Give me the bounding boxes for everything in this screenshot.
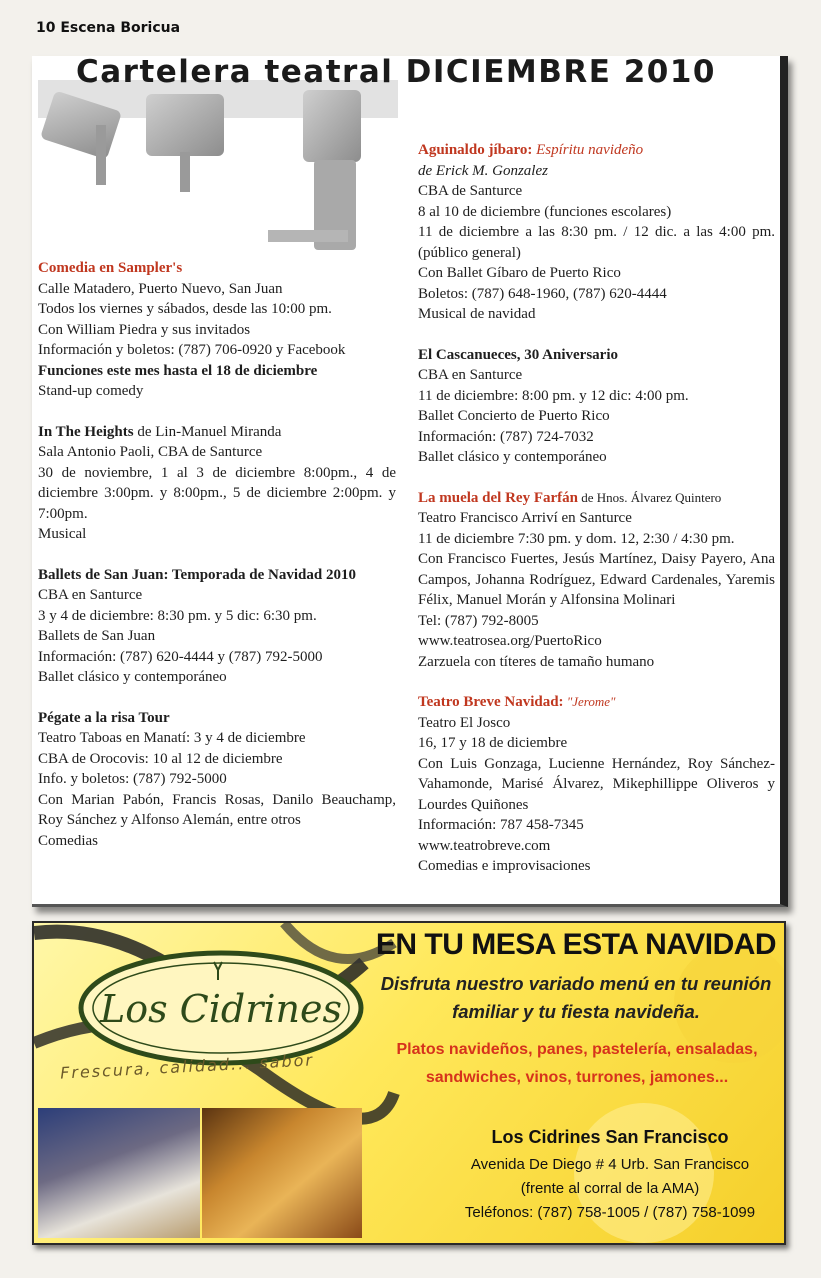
- event-genre: Musical: [38, 526, 87, 542]
- event-line: Con Marian Pabón, Francis Rosas, Danilo Beauchamp, Roy Sánchez y Alfonso Alemán, entre otros: [38, 791, 396, 828]
- event-genre: Ballet clásico y contemporáneo: [418, 449, 607, 465]
- right-column: [418, 140, 775, 897]
- event-line: 11 de diciembre a las 8:30 pm. / 12 dic. a las 4:00 pm. (público general): [418, 224, 775, 261]
- los-cidrines-logo: [76, 948, 366, 1068]
- event-genre: Comedias e improvisaciones: [418, 858, 591, 874]
- event-pegate-a-la-risa: [38, 708, 396, 852]
- ad-address-line: Avenida De Diego # 4 Urb. San Francisco: [470, 1156, 750, 1173]
- left-column: [38, 258, 396, 871]
- bread-photo: [202, 1108, 362, 1238]
- event-genre: Stand-up comedy: [38, 383, 144, 399]
- event-muela-rey-farfan: [418, 488, 775, 673]
- ad-store-name: Los Cidrines San Francisco: [491, 1127, 729, 1147]
- event-heading: [418, 692, 775, 713]
- event-ballets-san-juan: [38, 565, 396, 688]
- event-line: 11 de diciembre: 8:00 pm. y 12 dic: 4:00 pm.: [418, 387, 689, 404]
- event-title: Ballets de San Juan: Temporada de Navidad 2010: [38, 566, 356, 583]
- event-line: CBA en Santurce: [418, 367, 523, 383]
- ad-address: [420, 1153, 800, 1225]
- event-genre: Musical de navidad: [418, 306, 536, 322]
- ad-subheadline: [372, 970, 780, 1026]
- event-teatro-breve: [418, 692, 775, 877]
- event-line: Con Luis Gonzaga, Lucienne Hernández, Roy Sánchez-Vahamonde, Marisé Álvarez, Mikephillippe Oliveros y Lourdes Quiñones: [418, 755, 775, 813]
- event-title: Aguinaldo jíbaro:: [418, 142, 533, 158]
- event-line: www.teatrobreve.com: [418, 837, 551, 854]
- page-title: Cartelera teatral DICIEMBRE 2010: [76, 54, 716, 90]
- event-line: Sala Antonio Paoli, CBA de Santurce: [38, 444, 263, 460]
- ad-products-line: Platos navideños, panes, pastelería, ensaladas,: [396, 1041, 758, 1058]
- event-line: Información: (787) 620-4444 y (787) 792-5000: [38, 648, 323, 665]
- event-title: Teatro Breve Navidad:: [418, 694, 564, 710]
- event-heading: [418, 488, 775, 509]
- event-line: CBA de Orocovis: 10 al 12 de diciembre: [38, 750, 283, 767]
- event-line: 11 de diciembre 7:30 pm. y dom. 12, 2:30 / 4:30 pm.: [418, 530, 735, 547]
- ad-phones: Teléfonos: (787) 758-1005 / (787) 758-1099: [464, 1204, 756, 1221]
- event-heading: [38, 422, 396, 443]
- event-line: 3 y 4 de diciembre: 8:30 pm. y 5 dic: 6:30 pm.: [38, 607, 317, 624]
- event-byline: de Hnos. Álvarez Quintero: [577, 489, 722, 505]
- event-in-the-heights: [38, 422, 396, 545]
- event-aguinaldo-jibaro: [418, 140, 775, 325]
- event-line: Tel: (787) 792-8005: [418, 612, 539, 629]
- event-line: www.teatrosea.org/PuertoRico: [418, 633, 602, 649]
- event-title: Pégate a la risa Tour: [38, 709, 170, 726]
- event-line: Ballet Concierto de Puerto Rico: [418, 408, 610, 424]
- ad-subheadline-line: Disfruta nuestro variado menú en tu reunión: [380, 973, 772, 994]
- event-line: Boletos: (787) 648-1960, (787) 620-4444: [418, 285, 667, 302]
- event-highlight: Funciones este mes hasta el 18 de diciembre: [38, 362, 318, 379]
- event-byline: de Lin-Manuel Miranda: [133, 423, 282, 440]
- event-title: Comedia en Sampler's: [38, 260, 183, 276]
- event-line: Con William Piedra y sus invitados: [38, 321, 251, 338]
- event-subtitle: "Jerome": [563, 694, 616, 709]
- event-line: Calle Matadero, Puerto Nuevo, San Juan: [38, 280, 283, 297]
- event-comedia-samplers: [38, 258, 396, 402]
- event-title: La muela del Rey Farfán: [418, 489, 578, 506]
- event-line: Todos los viernes y sábados, desde las 10:00 pm.: [38, 301, 332, 317]
- event-line: CBA en Santurce: [38, 587, 143, 603]
- ad-address-line: (frente al corral de la AMA): [520, 1180, 700, 1197]
- pastry-photo: [38, 1108, 200, 1238]
- event-line: Información: 787 458-7345: [418, 817, 584, 833]
- event-line: Ballets de San Juan: [38, 628, 156, 644]
- event-line: Info. y boletos: (787) 792-5000: [38, 771, 227, 787]
- event-line: 8 al 10 de diciembre (funciones escolares): [418, 203, 672, 220]
- event-genre: Zarzuela con títeres de tamaño humano: [418, 653, 655, 670]
- page-header: 10 Escena Boricua: [36, 20, 181, 36]
- ad-slogan: Frescura, calidad... sabor: [59, 1050, 315, 1083]
- event-author: de Erick M. Gonzalez: [418, 162, 548, 179]
- event-title: El Cascanueces, 30 Aniversario: [418, 346, 618, 363]
- event-genre: Comedias: [38, 832, 98, 849]
- event-title: In The Heights: [38, 423, 134, 440]
- event-cascanueces: [418, 345, 775, 468]
- event-line: Teatro Taboas en Manatí: 3 y 4 de diciembre: [38, 730, 306, 746]
- event-line: Teatro Francisco Arriví en Santurce: [418, 510, 632, 526]
- event-line: Con Ballet Gíbaro de Puerto Rico: [418, 265, 621, 281]
- ad-headline: EN TU MESA ESTA NAVIDAD: [375, 928, 777, 961]
- stage-lights-illustration: [38, 80, 398, 260]
- event-line: 30 de noviembre, 1 al 3 de diciembre 8:00pm., 4 de diciembre 3:00pm. y 8:00pm., 5 de diciembre 2:00pm. y 7:00pm.: [38, 464, 396, 522]
- event-line: Con Francisco Fuertes, Jesús Martínez, Daisy Payero, Ana Campos, Johanna Rodríguez, Edward Cardenales, Yaremis Félix, Manuel Morán y Alfonsina Molinari: [418, 551, 775, 608]
- ad-products-line: sandwiches, vinos, turrones, jamones...: [425, 1069, 729, 1086]
- logo-text: Los Cidrines: [99, 987, 343, 1031]
- event-line: Información y boletos: (787) 706-0920 y Facebook: [38, 342, 346, 358]
- event-heading: [418, 140, 775, 161]
- event-line: 16, 17 y 18 de diciembre: [418, 735, 568, 751]
- event-line: Información: (787) 724-7032: [418, 428, 594, 445]
- ad-products: [380, 1036, 774, 1092]
- event-line: CBA de Santurce: [418, 183, 523, 199]
- event-line: Teatro El Josco: [418, 714, 511, 731]
- ad-subheadline-line: familiar y tu fiesta navideña.: [452, 1001, 700, 1022]
- event-subtitle: Espíritu navideño: [532, 142, 644, 158]
- event-genre: Ballet clásico y contemporáneo: [38, 669, 227, 685]
